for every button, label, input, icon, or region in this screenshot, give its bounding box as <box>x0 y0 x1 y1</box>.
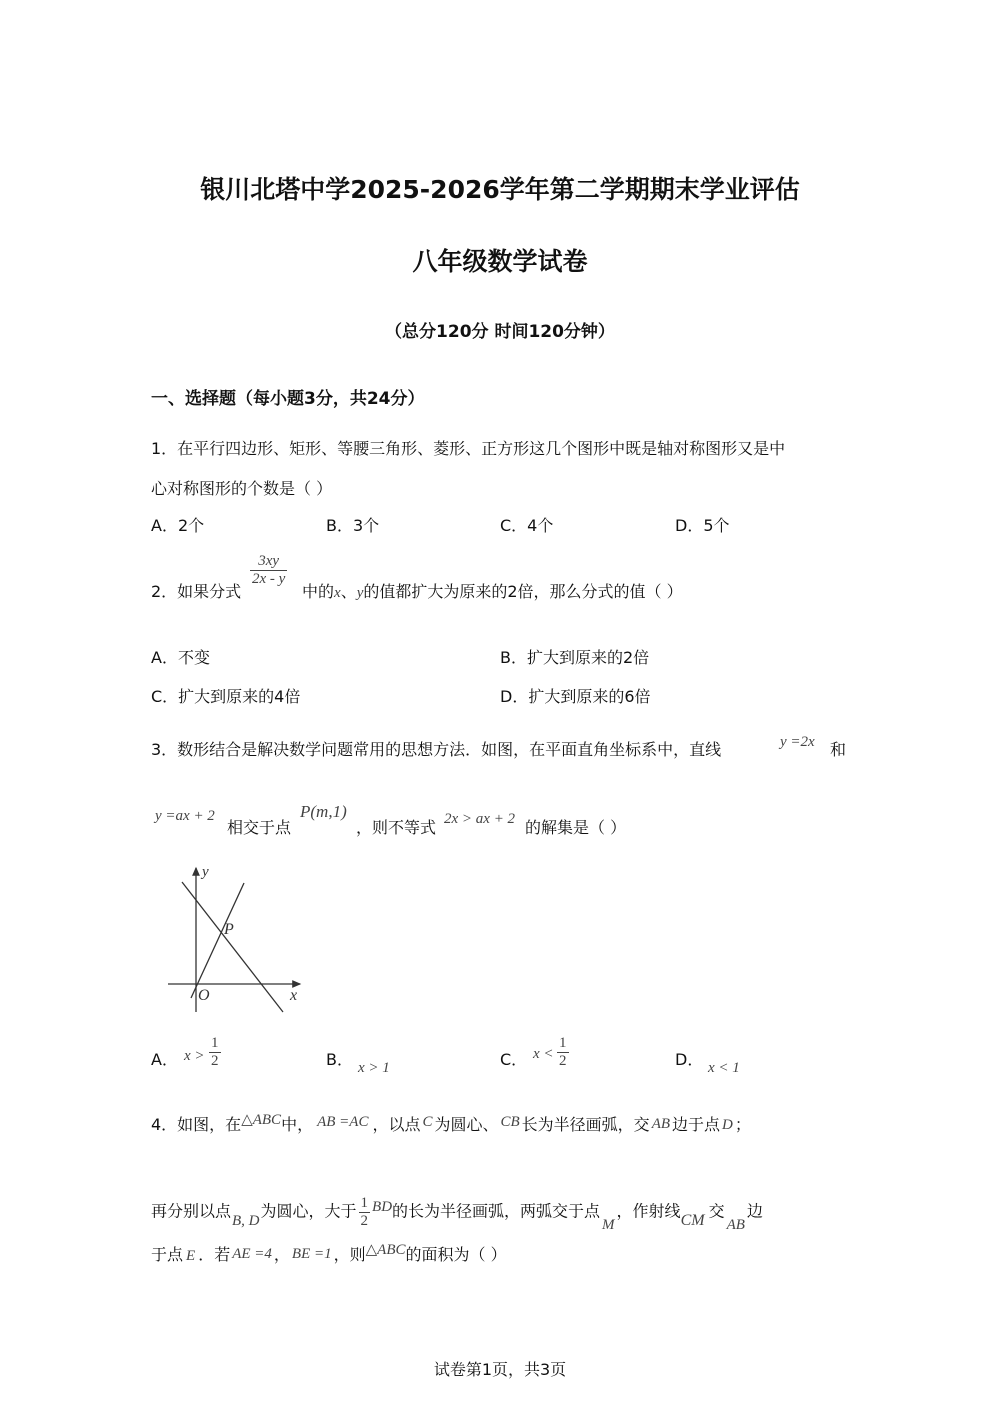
q3-c-den: 2 <box>559 1052 567 1069</box>
q4-t2: 中， <box>281 1115 314 1134</box>
q4-t3: ，以点 <box>372 1115 421 1134</box>
q3-option-c-label: C． <box>500 1050 528 1069</box>
q3-t2: ，则不等式 <box>356 818 437 837</box>
x-axis-label: x <box>290 987 298 1004</box>
q3-option-a-label: A． <box>151 1050 178 1069</box>
q4-m: M <box>602 1216 615 1233</box>
q4-t6: 边于点 <box>672 1115 721 1134</box>
q2-frac-den: 2x - y <box>252 570 286 587</box>
score-info: （总分120分 时间120分钟） <box>385 322 615 342</box>
q1-line1: 1．在平行四边形、矩形、等腰三角形、菱形、正方形这几个图形中既是轴对称图形又是中 <box>151 439 786 458</box>
q4-half-num: 1 <box>360 1195 369 1211</box>
q4-l2-t6: 边 <box>746 1201 763 1221</box>
q4-l2-t4: ，作射线 <box>616 1201 681 1221</box>
point-p-label: P <box>224 921 234 938</box>
q1-option-b: B．3个 <box>326 516 380 535</box>
q2-var-y: y <box>356 585 364 601</box>
q4-l3-t4: ，则 <box>333 1245 366 1264</box>
q4-be: BE =1 <box>291 1246 332 1262</box>
q3-option-c-left: x < <box>533 1046 554 1062</box>
q3-eq2: y =ax + 2 <box>155 808 215 824</box>
q4-ae: AE =4 <box>232 1246 272 1262</box>
q3-option-a-frac <box>209 1035 221 1069</box>
line-y-2x <box>191 883 244 998</box>
q4-tri: △ABC <box>241 1112 282 1128</box>
q3-option-a-left: x > <box>184 1048 205 1064</box>
q4-eq1: AB =AC <box>317 1114 369 1130</box>
origin-label: O <box>198 987 210 1004</box>
q2-var-x: x <box>334 585 341 601</box>
q4-t4: 为圆心、 <box>434 1115 499 1134</box>
q4-l3-t1: 于点 <box>151 1245 184 1264</box>
q3-option-c-frac <box>557 1035 569 1069</box>
q4-l2-t5: 交 <box>708 1201 725 1221</box>
q3-option-d-value: x < 1 <box>708 1060 740 1076</box>
q3-t1: 相交于点 <box>227 818 292 837</box>
q4-ab2: AB <box>726 1216 745 1233</box>
q4-t1: 4．如图，在 <box>151 1115 242 1134</box>
q4-line2 <box>151 1195 763 1233</box>
q4-line1 <box>151 1112 751 1135</box>
q4-cm: CM <box>680 1211 705 1229</box>
q4-line3 <box>151 1242 507 1265</box>
q3-t3: 的解集是（ ） <box>525 818 627 837</box>
q3-a-num: 1 <box>211 1035 219 1051</box>
q2-fraction <box>250 553 287 587</box>
q3-ineq: 2x > ax + 2 <box>444 811 516 827</box>
q4-half-frac <box>359 1195 371 1229</box>
exam-subtitle: 八年级数学试卷 <box>412 247 588 276</box>
q2-mid: 中的 <box>302 582 335 601</box>
q3-eq1: y =2x <box>780 734 815 750</box>
q4-bd: BD <box>372 1198 393 1215</box>
q4-l3-t3: ， <box>273 1245 290 1264</box>
q4-d: D <box>722 1117 733 1133</box>
q3-a-den: 2 <box>211 1052 219 1069</box>
q4-ab: AB <box>651 1116 671 1132</box>
q2-sep: 、 <box>340 582 357 601</box>
q3-line1: 3．数形结合是解决数学问题常用的思想方法．如图，在平面直角坐标系中，直线 <box>151 740 722 759</box>
q3-option-d-label: D． <box>675 1050 704 1069</box>
q4-bd-points: B, D <box>232 1212 260 1229</box>
q1-option-d: D．5个 <box>675 516 730 535</box>
q2-option-d: D．扩大到原来的6倍 <box>500 687 651 706</box>
q4-cb: CB <box>500 1114 520 1130</box>
q1-line2: 心对称图形的个数是（ ） <box>151 479 333 498</box>
q3-c-num: 1 <box>559 1035 567 1051</box>
q4-l3-t5: 的面积为（ ） <box>405 1245 507 1264</box>
q2-frac-num: 3xy <box>250 553 287 571</box>
q4-l3-t2: ．若 <box>198 1245 231 1264</box>
section-heading: 一、选择题（每小题3分，共24分） <box>151 389 425 409</box>
q4-half-den: 2 <box>360 1212 369 1229</box>
q2-option-c: C．扩大到原来的4倍 <box>151 687 301 706</box>
q4-t7: ； <box>734 1115 751 1134</box>
y-axis-label: y <box>202 864 209 880</box>
q1-option-a: A．2个 <box>151 516 205 535</box>
exam-title: 银川北塔中学2025-2026学年第二学期期末学业评估 <box>200 175 800 204</box>
q4-l2-t1: 再分别以点 <box>151 1201 232 1221</box>
q4-tri2: △ABC <box>365 1242 406 1258</box>
q4-e: E <box>186 1248 196 1264</box>
q4-t5: 长为半径画弧，交 <box>521 1115 650 1134</box>
q2-option-a: A．不变 <box>151 648 210 667</box>
q3-option-b-label: B． <box>326 1050 353 1069</box>
q4-l2-t3: 的长为半径画弧，两弧交于点 <box>392 1201 601 1221</box>
q2-prefix: 2．如果分式 <box>151 582 242 601</box>
q3-point: P(m,1) <box>300 802 347 821</box>
q3-and: 和 <box>830 740 847 759</box>
q2-body <box>302 582 683 602</box>
q3-option-b-value: x > 1 <box>358 1060 390 1076</box>
q2-option-b: B．扩大到原来的2倍 <box>500 648 650 667</box>
q4-c: C <box>422 1114 433 1130</box>
q2-suffix: 的值都扩大为原来的2倍，那么分式的值（ ） <box>363 582 683 601</box>
q3-coordinate-figure <box>160 858 320 1028</box>
q1-option-c: C．4个 <box>500 516 554 535</box>
q4-l2-t2: 为圆心，大于 <box>260 1201 357 1221</box>
page-footer: 试卷第1页，共3页 <box>433 1360 567 1379</box>
